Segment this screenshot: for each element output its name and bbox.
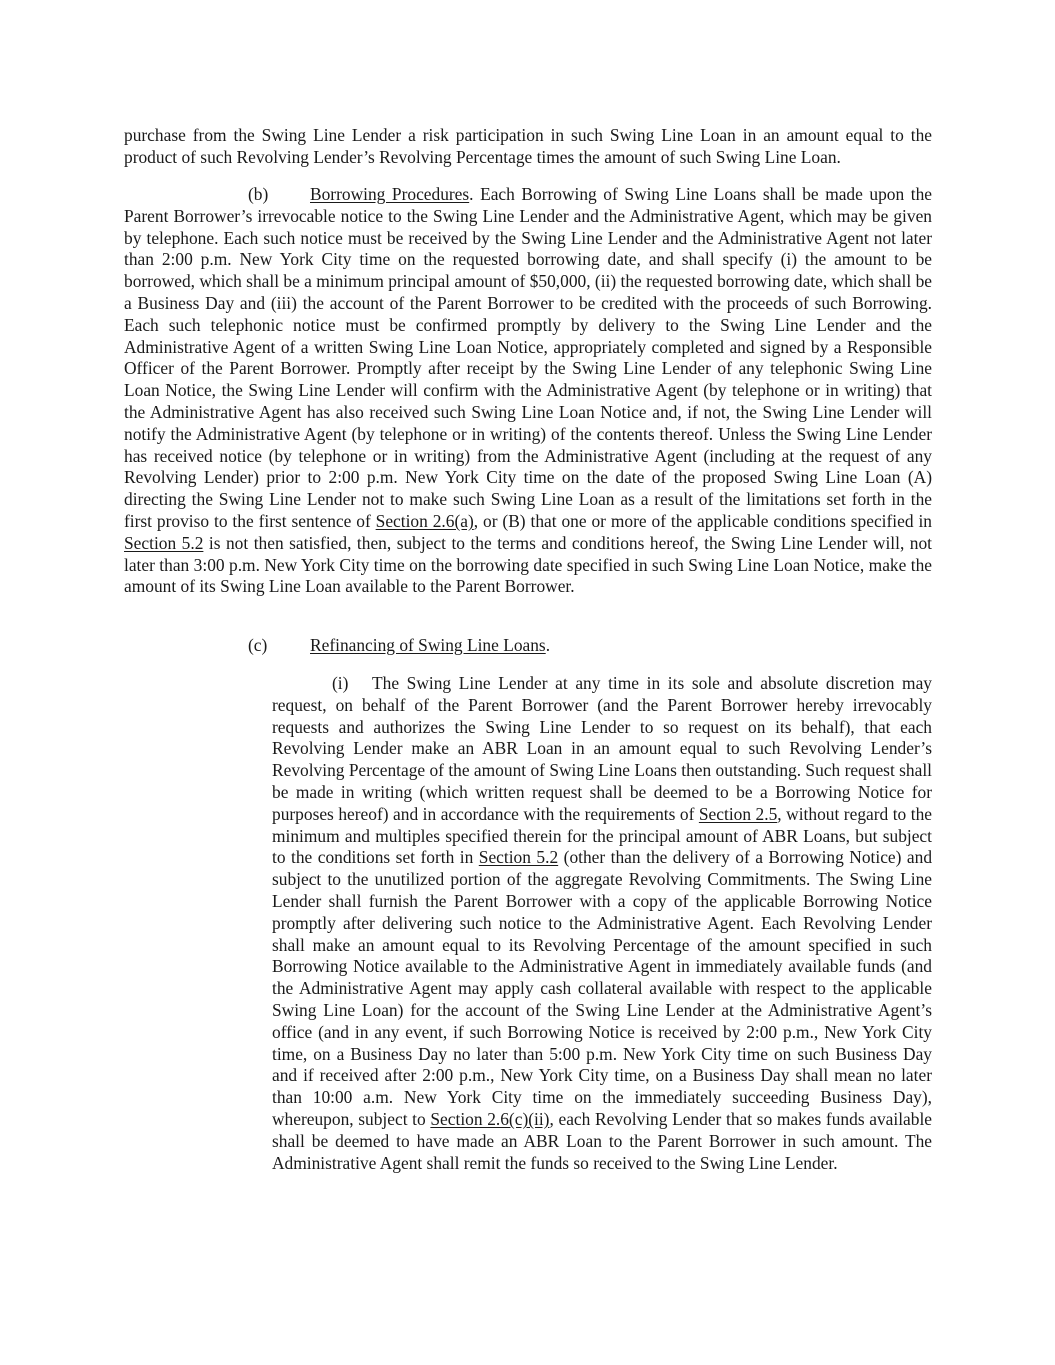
section-b-text-1: Each Borrowing of Swing Line Loans shall be made upon the Parent Borrower’s irrevocable notice to the Swing Line Lender and the Administrative Agent, which may be given by telephone. Each such notice must be received by the Swing Line Lender and the Administrative Agent not later than 2:00 p.m. New York City time on the requested borrowing date, and shall specify (i) the amount to be borrowed, which shall be a minimum principal amount of $50,000, (ii) the requested borrowing date, which shall be a Business Day and (iii) the account of the Parent Borrower to be credited with the proceeds of such Borrowing. Each such telephonic notice must be confirmed promptly by delivery to the Swing Line Lender and the Administrative Agent of a written Swing Line Loan Notice, appropriately completed and signed by a Responsible Officer of the Parent Borrower. Promptly after receipt by the Swing Line Lender of any telephonic Swing Line Loan Notice, the Swing Line Lender will confirm with the Administrative Agent (by telephone or in writing) that the Administrative Agent has also received such Swing Line Loan Notice and, if not, the Swing Line Lender will notify the Administrative Agent (by telephone or in writing) of the contents thereof. Unless the Swing Line Lender has received notice (by telephone or in writing) from the Administrative Agent (including at the request of any Revolving Lender) prior to 2:00 p.m. New York City time on the date of the proposed Swing Line Loan (A) directing the Swing Line Lender not to make such Swing Line Loan as a result of the limitations set forth in the first proviso to the first sentence of [124,184,932,531]
section-b-text-2: , or (B) that one or more of the applicable conditions specified in [473,510,932,531]
section-c-i-marker: (i) [332,673,349,693]
section-c-heading-line [248,635,848,657]
section-c-heading-tail: . [545,635,551,655]
section-b-marker: (b) [248,184,269,204]
section-c-i-ref-section-2-6cii: Section 2.6(c)(ii) [430,1108,550,1129]
section-c-heading: Refinancing of Swing Line Loans [310,635,546,655]
section-c-i-text-2: , without regard to the minimum and multiples specified therein for the principal amount of ABR Loans, but subject to the conditions set forth in [272,803,933,868]
section-b-heading: Borrowing Procedures [310,184,470,204]
section-b-ref-section-2-6a: Section 2.6(a) [375,510,474,531]
section-c-i-ref-section-2-5: Section 2.5 [698,803,778,824]
section-b-ref-section-5-2: Section 5.2 [124,532,204,553]
section-b-heading-tail: . [469,184,474,204]
section-b-text-3: is not then satisfied, then, subject to the terms and conditions hereof, the Swing Line Lender will, not later than 3:00 p.m. New York City time on the borrowing date specified in such Swing Line Loan Notice, make the amount of its Swing Line Loan available to the Parent Borrower. [124,532,933,597]
intro-paragraph: purchase from the Swing Line Lender a risk participation in such Swing Line Loan in an amount equal to the product of such Revolving Lender’s Revolving Percentage times the amount of such Swing Line Loan. [124,125,932,167]
section-c-i-ref-section-5-2: Section 5.2 [478,847,559,868]
section-c-i-text-4: , each Revolving Lender that so makes funds available shall be deemed to have made an ABR Loan to the Parent Borrower in such amount. The Administrative Agent shall remit the funds so received to the Swing Line Lender. [272,1108,932,1173]
section-c-i-text-1: The Swing Line Lender at any time in its sole and absolute discretion may request, on behalf of the Parent Borrower (and the Parent Borrower hereby irrevocably requests and authorizes the Swing Line Lender to so request on its behalf), that each Revolving Lender make an ABR Loan in an amount equal to such Revolving Lender’s Revolving Percentage of the amount of Swing Line Loans then outstanding. Such request shall be made in writing (which written request shall be deemed to be a Borrowing Notice for purposes hereof) and in accordance with the requirements of [272,673,932,824]
section-b-paragraph [124,184,932,598]
section-c-i-text-3: (other than the delivery of a Borrowing Notice) and subject to the unutilized portion of the aggregate Revolving Commitments. The Swing Line Lender shall furnish the Parent Borrower with a copy of the applicable Borrowing Notice promptly after delivering such notice to the Administrative Agent. Each Revolving Lender shall make an amount equal to its Revolving Percentage of the amount specified in such Borrowing Notice available to the Administrative Agent in immediately available funds (and the Administrative Agent may apply cash collateral available with respect to the applicable Swing Line Loan) for the account of the Swing Line Lender at the Administrative Agent’s office (and in any event, if such Borrowing Notice is received by 2:00 p.m., New York City time, on a Business Day no later than 5:00 p.m. New York City time on such Business Day and if received after 2:00 p.m., New York City time, on a Business Day shall mean no later than 10:00 a.m. New York City time on the immediately succeeding Business Day), whereupon, subject to [272,847,933,1129]
section-c-marker: (c) [248,635,268,655]
section-c-i-paragraph [272,673,932,1174]
